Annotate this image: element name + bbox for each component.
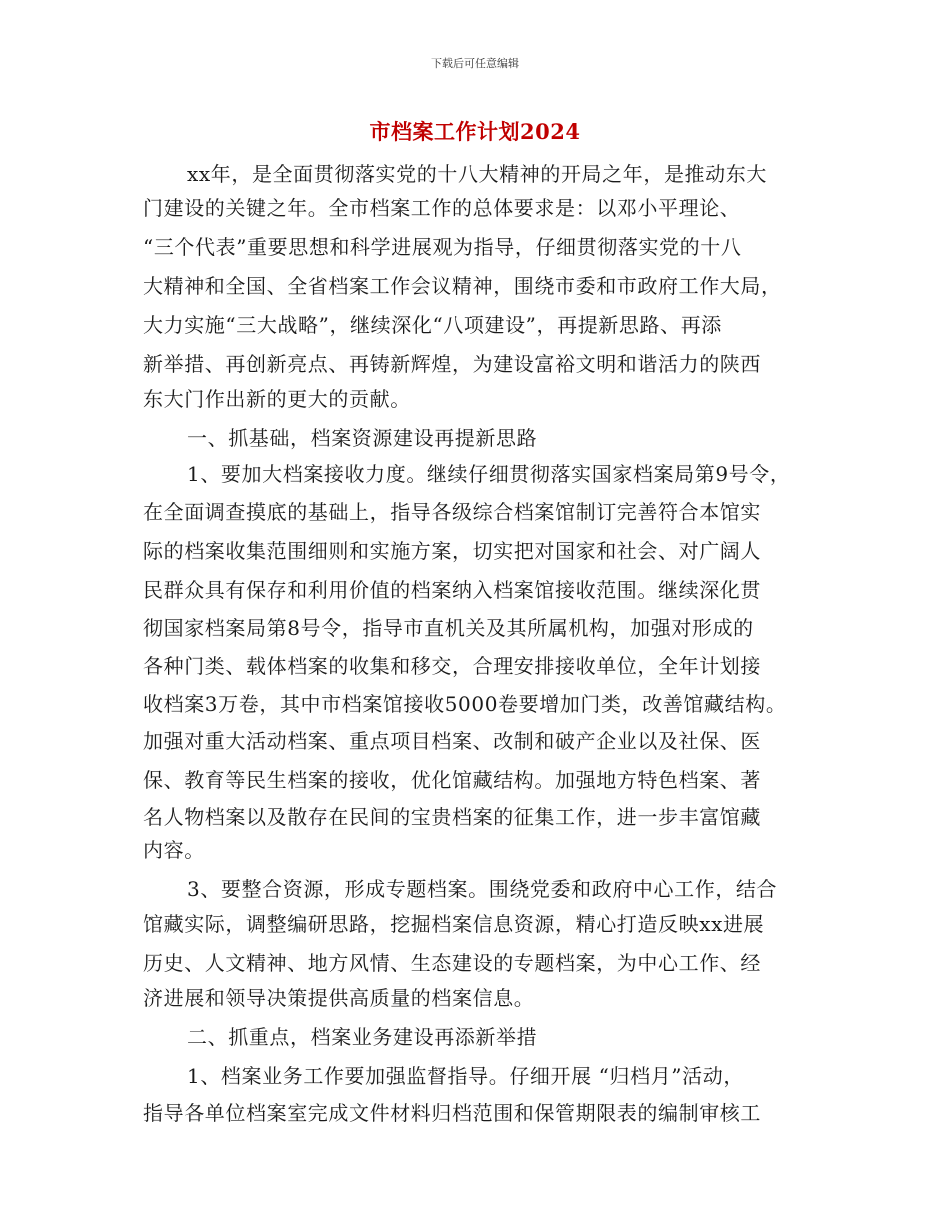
text-line: 各种门类、载体档案的收集和移交，合理安排接收单位，全年计划接 [143,654,761,678]
text-line: 1、档案业务工作要加强监督指导。仔细开展 “归档月”活动， [187,1064,744,1088]
text-line: 际的档案收集范围细则和实施方案，切实把对国家和社会、对广阔人 [143,539,761,563]
text-line: 内容。 [143,838,205,862]
text-line: 加强对重大活动档案、重点项目档案、改制和破产企业以及社保、医 [143,729,761,753]
text-line: 门建设的关键之年。全市档案工作的总体要求是：以邓小平理论、 [143,196,741,220]
header-note: 下载后可任意编辑 [431,57,519,70]
text-line: 在全面调查摸底的基础上，指导各级综合档案馆制订完善符合本馆实 [143,500,761,524]
text-line: 东大门作出新的更大的贡献。 [143,387,411,411]
text-line: 保、教育等民生档案的接收，优化馆藏结构。加强地方特色档案、著 [143,768,761,792]
text-line: 历史、人文精神、地方风情、生态建设的专题档案，为中心工作、经 [143,951,761,975]
text-line: 彻国家档案局第8号令，指导市直机关及其所属机构，加强对形成的 [143,616,754,640]
text-line: 大精神和全国、全省档案工作会议精神，围绕市委和市政府工作大局， [143,274,782,298]
text-line: 新举措、再创新亮点、再铸新辉煌，为建设富裕文明和谐活力的陕西 [143,352,761,376]
text-line: 名人物档案以及散存在民间的宝贵档案的征集工作，进一步丰富馆藏 [143,805,761,829]
text-line: 3、要整合资源，形成专题档案。围绕党委和政府中心工作，结合 [187,877,778,901]
text-line: 济进展和领导决策提供高质量的档案信息。 [143,986,535,1010]
text-line: 民群众具有保存和利用价值的档案纳入档案馆接收范围。继续深化贯 [143,578,761,602]
text-line: 馆藏实际，调整编研思路，挖掘档案信息资源，精心打造反映xx进展 [143,912,765,936]
text-line: “三个代表”重要思想和科学进展观为指导，仔细贯彻落实党的十八 [143,235,742,259]
section-heading: 二、抓重点，档案业务建设再添新举措 [187,1025,538,1049]
text-line: 指导各单位档案室完成文件材料归档范围和保管期限表的编制审核工 [143,1101,761,1125]
text-line: 1、要加大档案接收力度。继续仔细贯彻落实国家档案局第9号令， [187,462,791,486]
document-title: 市档案工作计划2024 [369,119,581,144]
text-line: xx年，是全面贯彻落实党的十八大精神的开局之年，是推动东大 [187,162,767,186]
text-line: 收档案3万卷，其中市档案馆接收5000卷要增加门类，改善馆藏结构。 [143,692,787,716]
text-line: 大力实施“三大战略”，继续深化“八项建设”，再提新思路、再添 [143,313,722,337]
section-heading: 一、抓基础，档案资源建设再提新思路 [187,426,538,450]
